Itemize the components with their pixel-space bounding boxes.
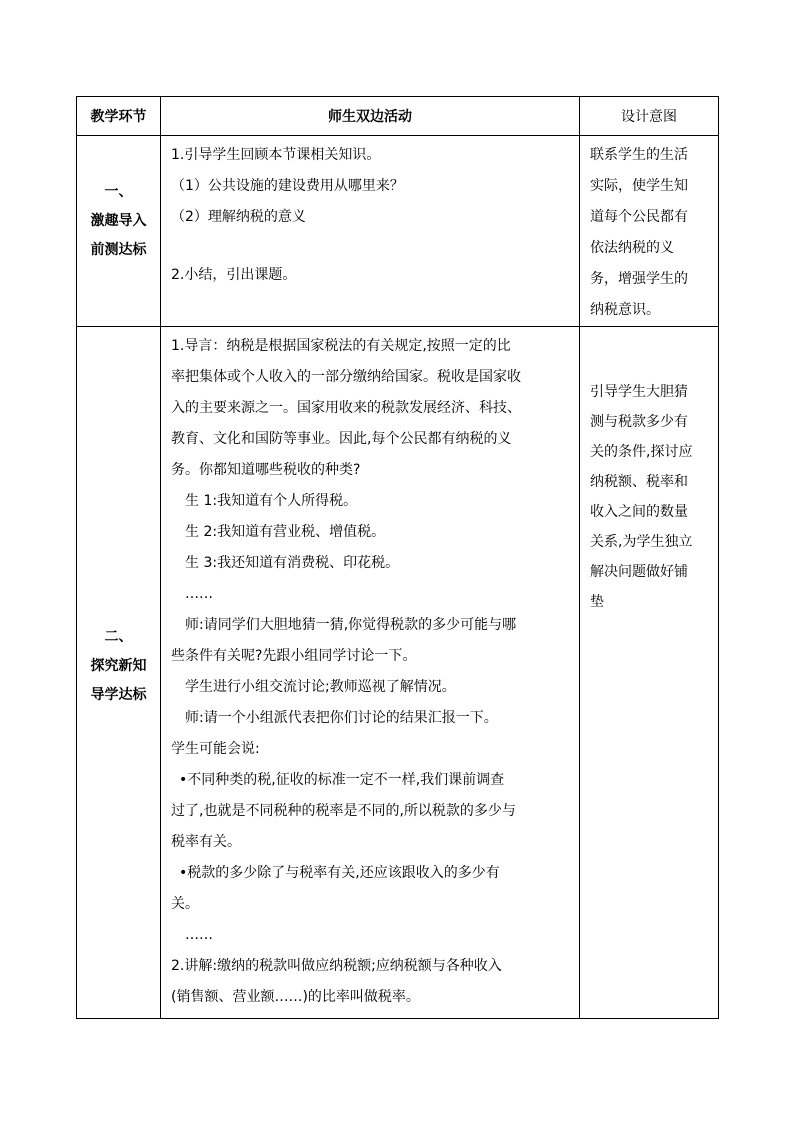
lesson-plan-table (76, 96, 719, 1019)
stage-cell (77, 136, 161, 327)
activity-line: （1）公共设施的建设费用从哪里来？ (171, 178, 404, 194)
activity-line: •不同种类的税,征收的标准一定不一样,我们课前调查 (179, 772, 505, 788)
intent-line: 实际，使学生知 (590, 178, 688, 194)
intent-line: 联系学生的生活 (590, 147, 688, 163)
activity-line: 入的主要来源之一。国家用收来的税款发展经济、科技、 (171, 400, 521, 416)
table-row (77, 327, 719, 1019)
activity-line: 学生进行小组交流讨论;教师巡视了解情况。 (185, 679, 456, 695)
activity-line: 税率有关。 (171, 834, 241, 850)
intent-line: 引导学生大胆猜 (590, 384, 688, 400)
header-intent: 设计意图 (580, 97, 719, 136)
stage-title-line: 前测达标 (90, 242, 147, 258)
activity-line: 2.讲解:缴纳的税款叫做应纳税额;应纳税额与各种收入 (171, 958, 502, 974)
intent-line: 依法纳税的义 (590, 240, 674, 256)
activity-line: 务。你都知道哪些税收的种类? (171, 462, 361, 478)
activity-line: …… (185, 586, 213, 602)
intent-cell (580, 136, 719, 327)
activity-line: 师:请同学们大胆地猜一猜,你觉得税款的多少可能与哪 (185, 617, 517, 633)
activity-line: 过了,也就是不同税种的税率是不同的,所以税款的多少与 (171, 803, 516, 819)
activity-line: 学生可能会说: (171, 741, 260, 757)
activity-line: 生 1:我知道有个人所得税。 (185, 493, 358, 509)
intent-line: 收入之间的数量 (590, 504, 688, 520)
stage-cell (77, 327, 161, 1019)
header-activity: 师生双边活动 (161, 97, 580, 136)
intent-line: 解决问题做好铺 (590, 564, 688, 580)
intent-line: 关的条件,探讨应 (590, 444, 693, 460)
stage-title-line: 激趣导入 (90, 213, 147, 229)
activity-line: 教育、文化和国防等事业。因此,每个公民都有纳税的义 (171, 431, 512, 447)
activity-line: 师:请一个小组派代表把你们讨论的结果汇报一下。 (185, 710, 498, 726)
activity-line: （2）理解纳税的意义 (171, 209, 306, 225)
activity-line: 2.小结，引出课题。 (171, 267, 297, 283)
activity-line: (销售额、营业额……)的比率叫做税率。 (171, 989, 420, 1005)
stage-number: 二、 (104, 629, 133, 645)
activity-cell (161, 327, 580, 1019)
header-stage: 教学环节 (77, 97, 161, 136)
table-header-row (77, 97, 719, 136)
intent-line: 垫 (590, 594, 604, 610)
activity-line: 生 3:我还知道有消费税、印花税。 (185, 555, 400, 571)
activity-line: 1.引导学生回顾本节课相关知识。 (171, 147, 381, 163)
intent-cell (580, 327, 719, 1019)
activity-line: …… (185, 927, 213, 943)
blank-line (171, 233, 571, 260)
intent-line: 纳税额、税率和 (590, 474, 688, 490)
intent-line: 关系,为学生独立 (590, 534, 693, 550)
activity-line: 率把集体或个人收入的一部分缴纳给国家。税收是国家收 (171, 369, 521, 385)
intent-line: 测与税款多少有 (590, 414, 688, 430)
activity-line: 关。 (171, 896, 199, 912)
stage-title-line: 导学达标 (90, 687, 147, 703)
table-row (77, 136, 719, 327)
intent-line: 纳税意识。 (590, 302, 660, 318)
activity-line: 1.导言：纳税是根据国家税法的有关规定,按照一定的比 (171, 338, 511, 354)
intent-line: 务，增强学生的 (590, 271, 688, 287)
intent-line: 道每个公民都有 (590, 209, 688, 225)
activity-line: 生 2:我知道有营业税、增值税。 (185, 524, 386, 540)
stage-title-line: 探究新知 (90, 658, 147, 674)
activity-line: •税款的多少除了与税率有关,还应该跟收入的多少有 (179, 865, 500, 881)
activity-line: 些条件有关呢?先跟小组同学讨论一下。 (171, 648, 417, 664)
stage-number: 一、 (104, 184, 133, 200)
activity-cell (161, 136, 580, 327)
